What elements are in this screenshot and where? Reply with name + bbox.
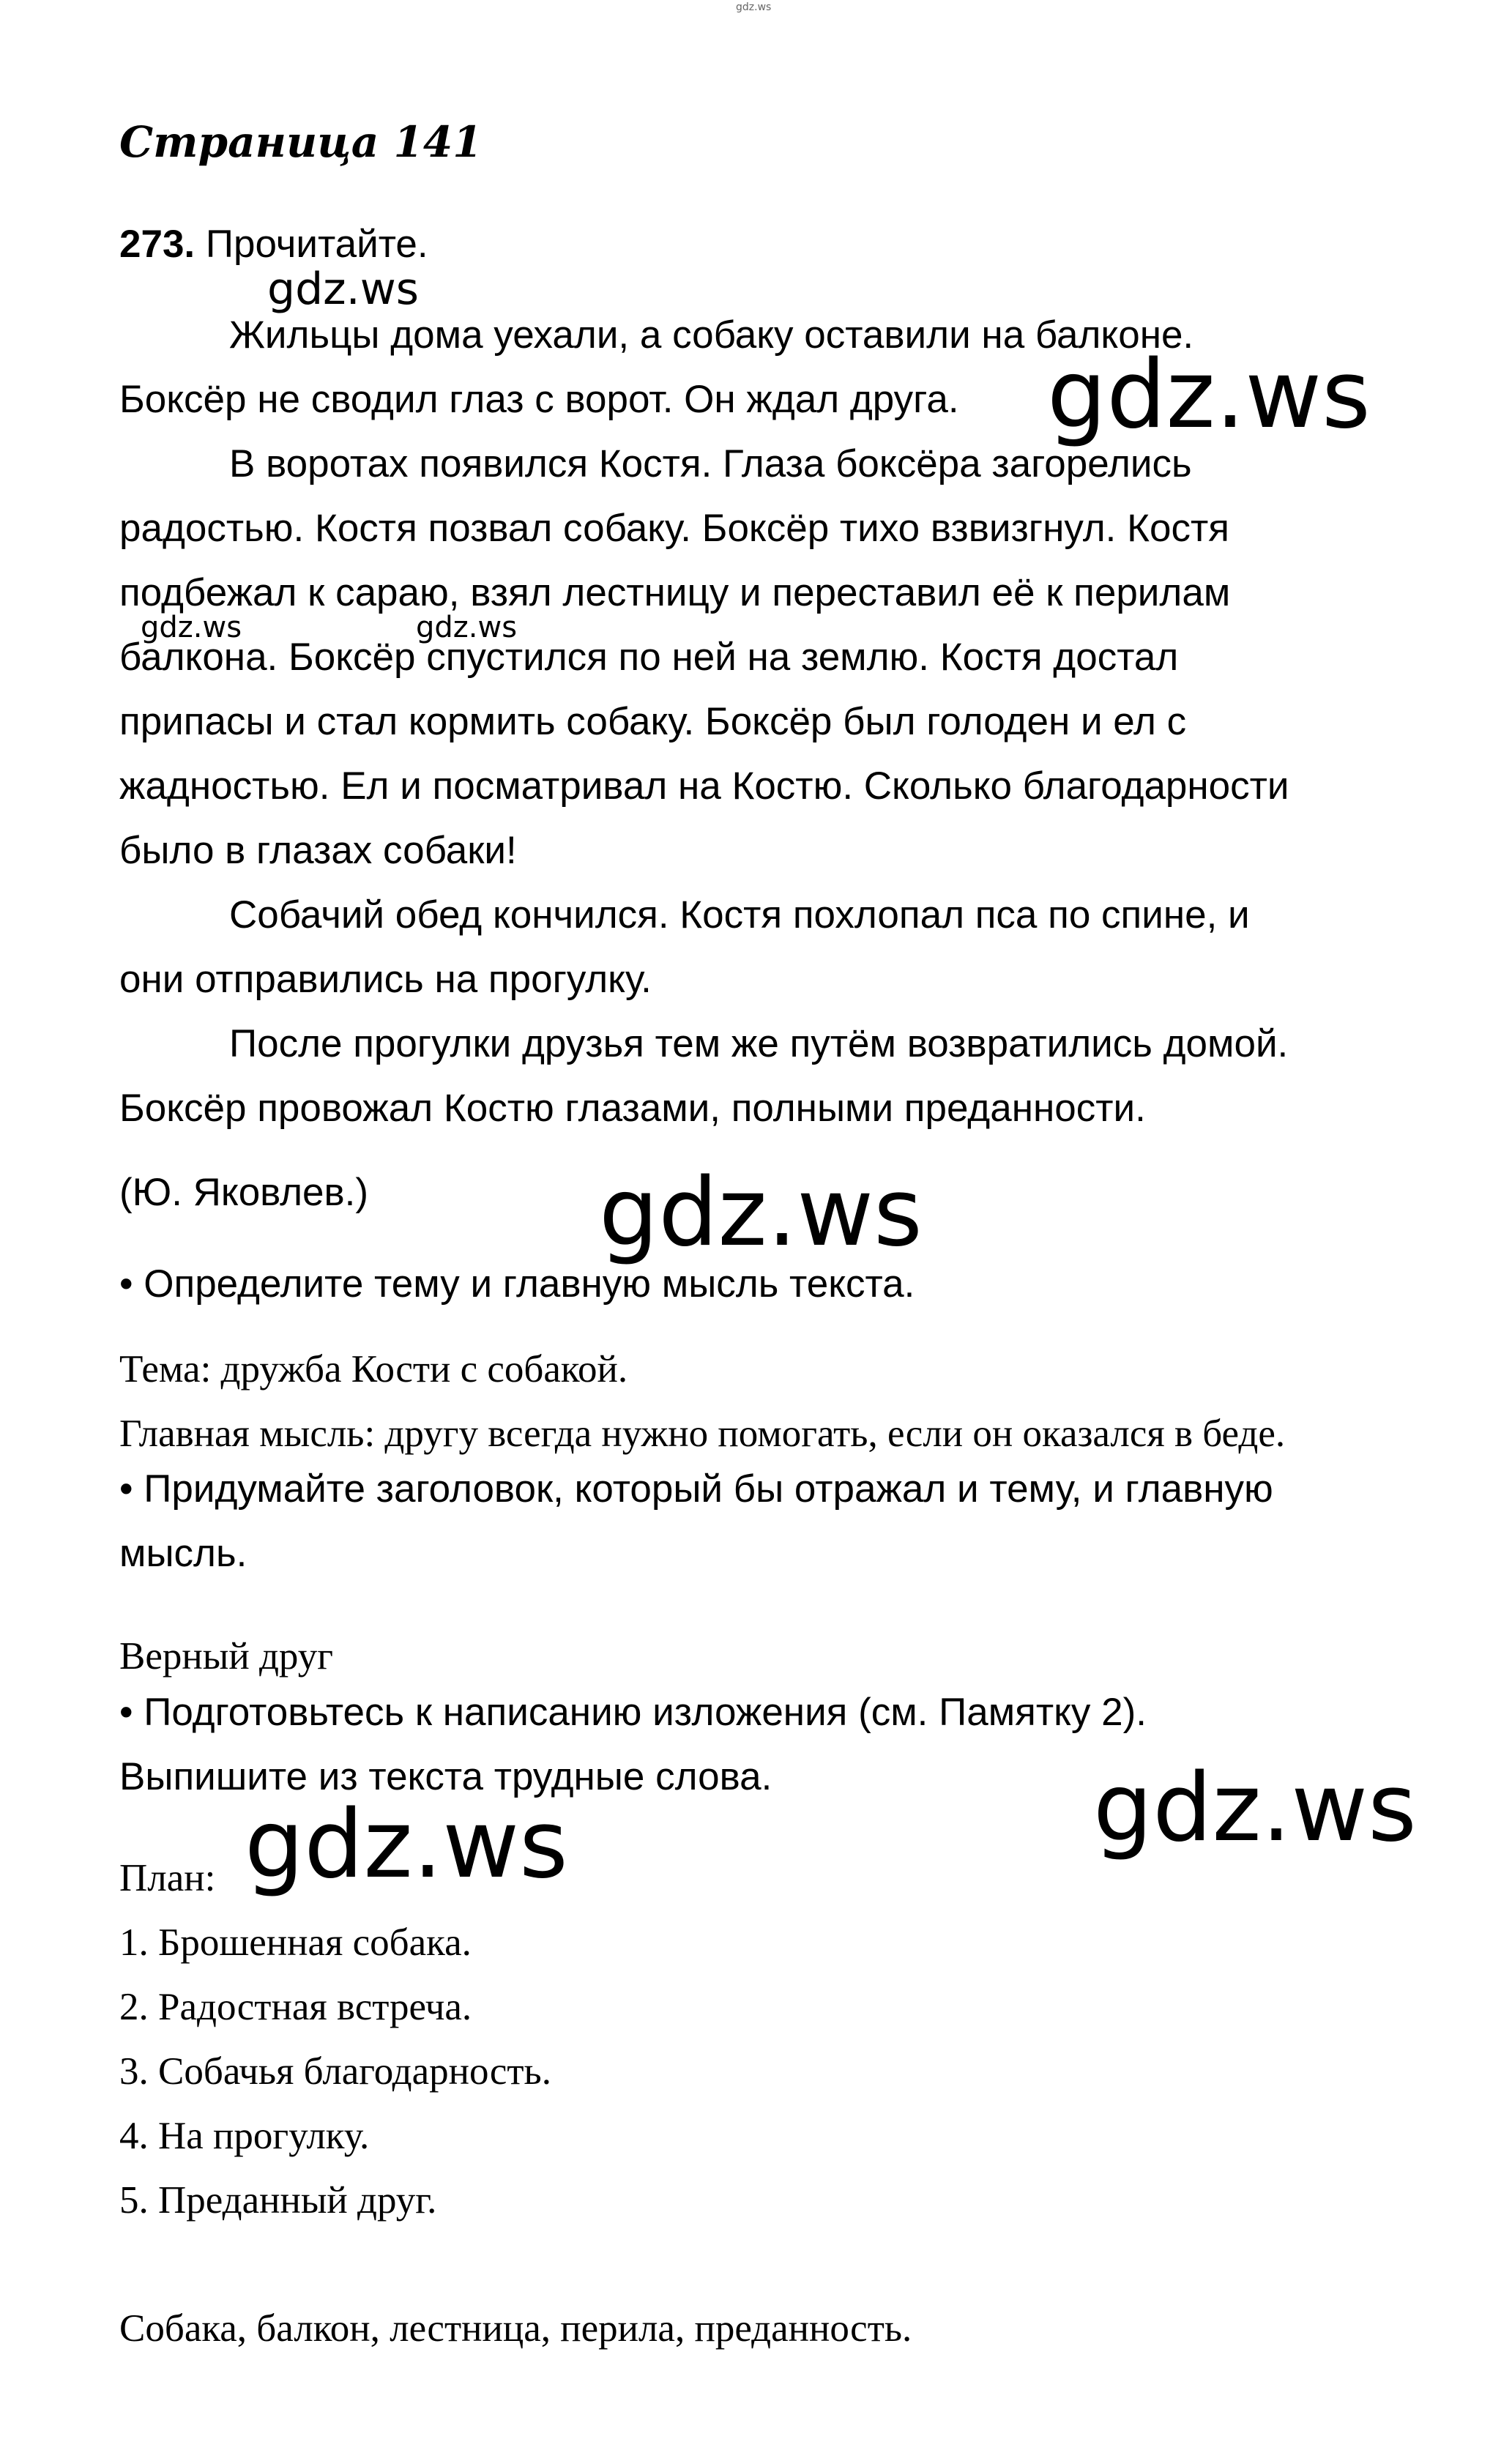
text-line: жадностью. Ел и посматривал на Костю. Сколько благодарности [119, 764, 1289, 808]
watermark: gdz.ws [267, 264, 420, 315]
plan-item: 1. Брошенная собака. [119, 1921, 472, 1964]
plan-item: 3. Собачья благодарность. [119, 2050, 551, 2093]
task-theme: • Определите тему и главную мысль текста. [119, 1262, 915, 1306]
page-title: Страница 141 [119, 117, 483, 167]
text-line: радостью. Костя позвал собаку. Боксёр тихо взвизгнул. Костя [119, 507, 1229, 550]
hard-words: Собака, балкон, лестница, перила, преданность. [119, 2307, 912, 2350]
task-prepare-line1: • Подготовьтесь к написанию изложения (см. Памятку 2). [119, 1691, 1147, 1734]
plan-label: План: [119, 1857, 216, 1899]
task-title-line1: • Придумайте заголовок, который бы отражал и тему, и главную [119, 1467, 1273, 1511]
task-title-line2: мысль. [119, 1532, 247, 1575]
plan-item: 5. Преданный друг. [119, 2179, 437, 2222]
text-line: припасы и стал кормить собаку. Боксёр был голоден и ел с [119, 700, 1187, 743]
watermark: gdz.ws [141, 611, 242, 644]
exercise-instruction: Прочитайте. [205, 223, 428, 266]
text-line: Собачий обед кончился. Костя похлопал пса по спине, и [229, 893, 1250, 937]
text-line: балкона. Боксёр спустился по ней на землю. Костя достал [119, 636, 1179, 679]
text-line: Боксёр провожал Костю глазами, полными преданности. [119, 1087, 1146, 1130]
watermark: gdz.ws [1093, 1754, 1417, 1863]
watermark: gdz.ws [1047, 340, 1371, 450]
answer-title: Верный друг [119, 1635, 333, 1678]
answer-main-idea: Главная мысль: другу всегда нужно помогать, если он оказался в беде. [119, 1412, 1286, 1455]
watermark-top: gdz.ws [736, 1, 772, 13]
text-line: подбежал к сараю, взял лестницу и переставил её к перилам [119, 571, 1231, 614]
watermark: gdz.ws [599, 1158, 923, 1267]
text-line: В воротах появился Костя. Глаза боксёра загорелись [229, 442, 1192, 485]
watermark: gdz.ws [245, 1790, 568, 1899]
task-prepare-line2: Выпишите из текста трудные слова. [119, 1755, 772, 1798]
text-line: Боксёр не сводил глаз с ворот. Он ждал друга. [119, 378, 959, 421]
text-line: Жильцы дома уехали, а собаку оставили на балконе. [229, 313, 1194, 357]
exercise-header [119, 212, 428, 277]
text-line: было в глазах собаки! [119, 829, 517, 872]
reading-text [119, 303, 1437, 1141]
text-author: (Ю. Яковлев.) [119, 1171, 369, 1214]
exercise-number: 273. [119, 223, 195, 266]
watermark: gdz.ws [416, 611, 518, 644]
plan-item: 4. На прогулку. [119, 2115, 370, 2157]
answer-theme: Тема: дружба Кости с собакой. [119, 1348, 628, 1390]
text-line: они отправились на прогулку. [119, 958, 652, 1001]
text-line: После прогулки друзья тем же путём возвратились домой. [229, 1022, 1289, 1065]
plan-item: 2. Радостная встреча. [119, 1986, 472, 2028]
